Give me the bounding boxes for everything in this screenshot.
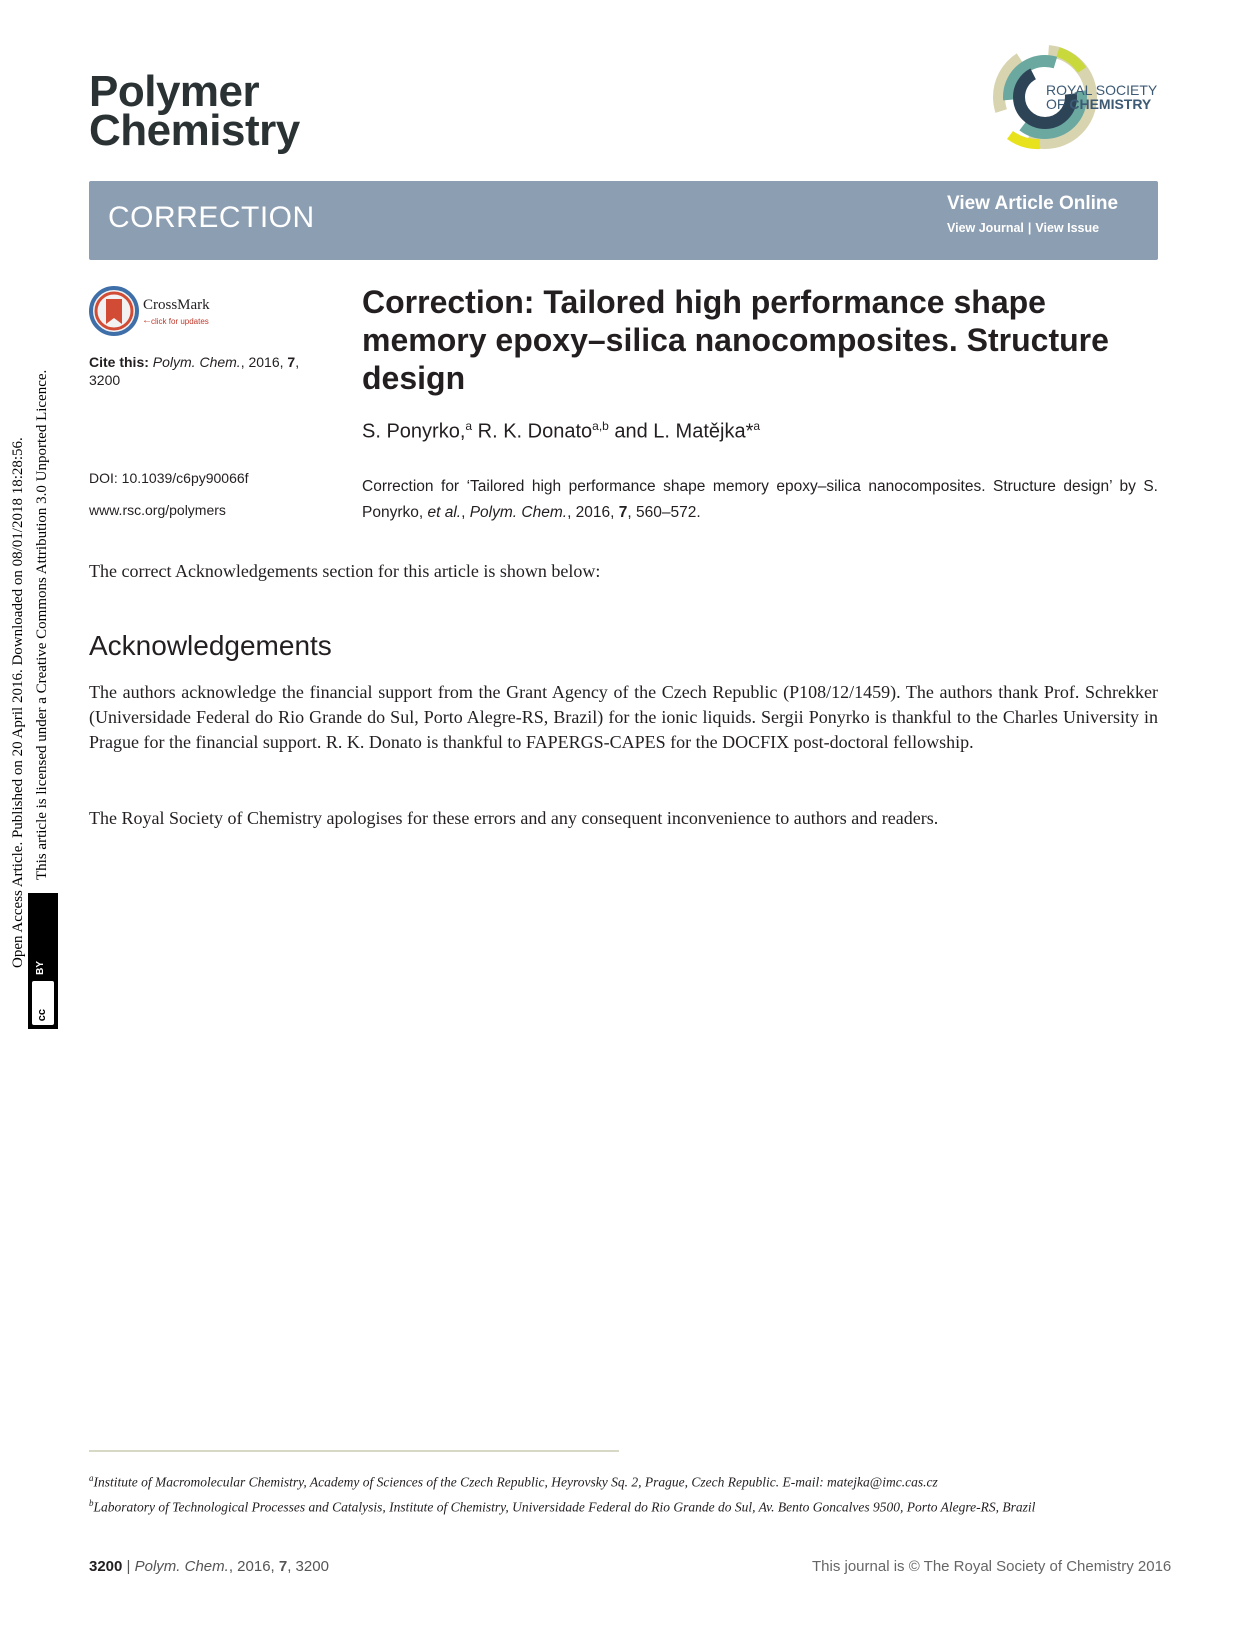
author-3: and L. Matějka*	[608, 420, 754, 443]
open-access-notice[interactable]: Open Access Article. Published on 20 April 2016. Downloaded on 08/01/2018 18:28:56.	[10, 437, 26, 968]
abstract	[362, 474, 1158, 526]
abstract-pages: , 560–572.	[627, 504, 701, 521]
rsc-wordmark	[1046, 83, 1157, 111]
journal-name	[89, 67, 300, 155]
footnotes	[89, 1468, 1199, 1517]
author-2-affil: a,b	[592, 419, 609, 433]
footnote-b	[89, 1493, 1199, 1518]
abstract-prefix: Correction for ‘Tailored high performance shape memory epoxy–silica nanocomposites. Structure design’ by S. Ponyrko,	[362, 478, 1158, 521]
crossmark-label: CrossMark	[143, 297, 210, 313]
link-separator: |	[1027, 221, 1032, 235]
copyright: This journal is © The Royal Society of Chemistry 2016	[812, 1558, 1172, 1575]
page-footer-citation	[89, 1558, 329, 1575]
footnote-a	[89, 1468, 1199, 1493]
rsc-line2-bold: CHEMISTRY	[1069, 96, 1152, 112]
journal-name-line2: Chemistry	[89, 106, 300, 155]
footer-bar: |	[126, 1558, 131, 1575]
rsc-line2	[1046, 97, 1157, 111]
doi[interactable]: DOI: 10.1039/c6py90066f	[89, 470, 249, 486]
journal-name-line1: Polymer	[89, 67, 260, 116]
authors	[362, 419, 760, 444]
crossmark-icon	[89, 286, 139, 336]
view-journal-link[interactable]: View Journal	[947, 221, 1024, 235]
rsc-logo[interactable]	[990, 40, 1162, 155]
cc-label: cc	[36, 1008, 48, 1021]
cite-this	[89, 353, 329, 389]
view-issue-link[interactable]: View Issue	[1035, 221, 1100, 235]
footnote-a-marker: a	[89, 1473, 94, 1483]
intro-text: The correct Acknowledgements section for this article is shown below:	[89, 561, 601, 581]
page-number: 3200	[89, 1558, 123, 1575]
license-notice[interactable]: This article is licensed under a Creative Commons Attribution 3.0 Unported Licence.	[34, 369, 50, 880]
rsc-line1: ROYAL SOCIETY	[1046, 82, 1158, 98]
correction-banner	[89, 181, 1158, 260]
cc-by-badge[interactable]	[28, 893, 58, 1029]
cc-icon	[32, 981, 54, 1025]
arrow-left-icon: ←	[142, 315, 152, 326]
footer-page: , 3200	[287, 1558, 329, 1575]
footnote-a-text: Institute of Macromolecular Chemistry, Academy of Sciences of the Czech Republic, Heyrovsky Sq. 2, Prague, Czech Republic. E-mail: matejka@imc.cas.cz	[93, 1474, 938, 1490]
abstract-sep: ,	[461, 504, 470, 521]
by-label: BY	[35, 961, 46, 975]
footer-journal: Polym. Chem.	[134, 1558, 229, 1575]
abstract-volume: 7	[618, 504, 628, 521]
author-1-affil: a	[465, 419, 473, 433]
footnote-divider	[89, 1450, 619, 1452]
footer-volume: 7	[278, 1558, 288, 1575]
view-links	[947, 221, 1099, 235]
cite-journal: Polym. Chem.	[152, 354, 241, 370]
author-3-affil: a	[753, 419, 761, 433]
footer-year: , 2016,	[228, 1558, 279, 1575]
footnote-b-marker: b	[89, 1497, 94, 1508]
cite-page: , 3200	[89, 354, 300, 388]
cite-label: Cite this:	[89, 354, 149, 370]
author-2: R. K. Donato	[472, 420, 593, 443]
journal-url-link[interactable]: www.rsc.org/polymers	[89, 502, 226, 518]
apology-text: The Royal Society of Chemistry apologises for these errors and any consequent inconvenience to authors and readers.	[89, 808, 939, 828]
view-article-online-link[interactable]: View Article Online	[947, 193, 1119, 214]
crossmark-badge[interactable]	[89, 286, 239, 340]
abstract-year: , 2016,	[567, 504, 619, 521]
abstract-etal: et al.	[427, 504, 462, 521]
footnote-b-text: Laboratory of Technological Processes and Catalysis, Institute of Chemistry, Universidade Federal do Rio Grande do Sul, Av. Bento Goncalves 9500, Porto Alegre-RS, Brazil	[93, 1499, 1036, 1514]
cite-volume: 7	[287, 354, 296, 370]
acknowledgements-heading: Acknowledgements	[89, 630, 332, 661]
rsc-line2-prefix: OF	[1046, 96, 1070, 112]
article-type: CORRECTION	[108, 201, 315, 234]
article-title: Correction: Tailored high performance shape memory epoxy–silica nanocomposites. Structure design	[362, 284, 1109, 396]
author-1: S. Ponyrko,	[362, 420, 466, 443]
abstract-journal: Polym. Chem.	[469, 504, 568, 521]
crossmark-sub: click for updates	[151, 317, 209, 326]
cite-year: , 2016,	[240, 354, 288, 370]
acknowledgements-text: The authors acknowledge the financial support from the Grant Agency of the Czech Republic (P108/12/1459). The authors thank Prof. Schrekker (Universidade Federal do Rio Grande do Sul, Porto Alegre-RS, Brazil) for the ionic liquids. Sergii Ponyrko is thankful to the Charles University in Prague for the financial support. R. K. Donato is thankful to FAPERGS-CAPES for the DOCFIX post-doctoral fellowship.	[89, 682, 1158, 752]
